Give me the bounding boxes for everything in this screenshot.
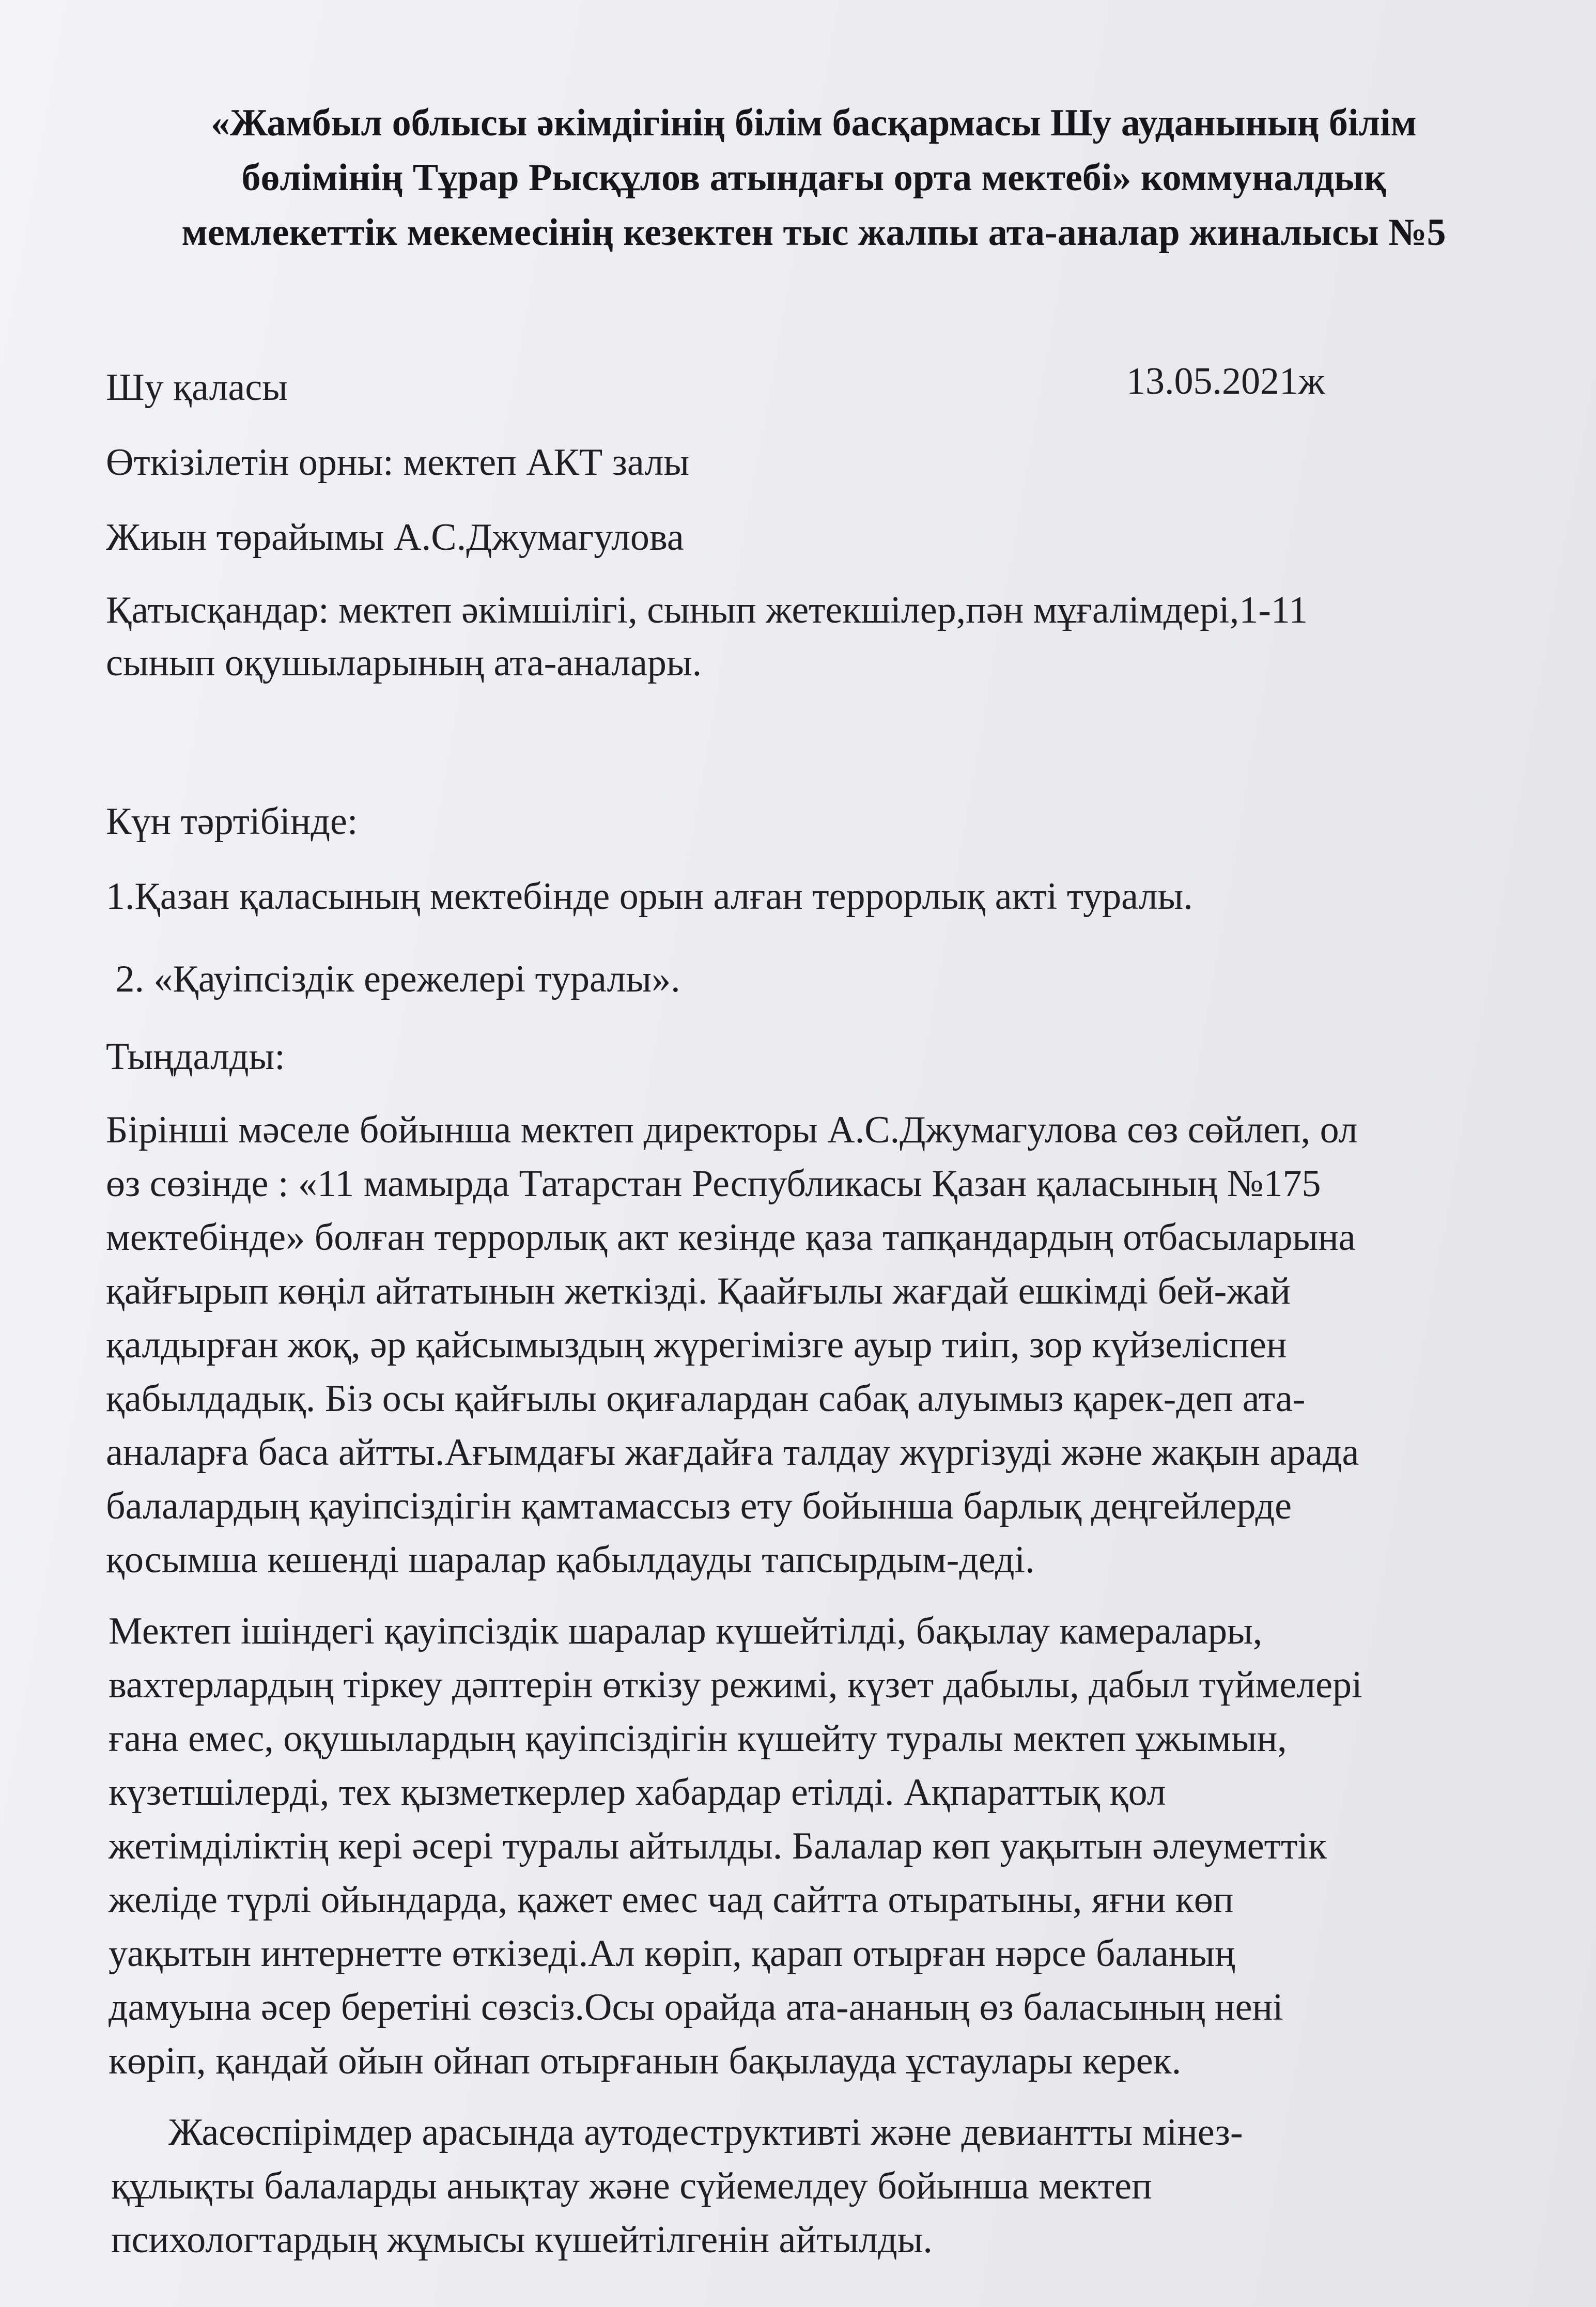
agenda-item-2: 2. «Қауіпсіздік ережелері туралы».: [106, 958, 680, 1000]
paragraph1-line: мектебінде» болған террорлық акт кезінде қаза тапқандардың отбасыларына: [106, 1216, 1356, 1259]
participants-line-2: сынып оқушыларының ата-аналары.: [106, 642, 702, 684]
paragraph1-line: аналарға баса айтты.Ағымдағы жағдайға талдау жүргізуді және жақын арада: [106, 1431, 1359, 1474]
venue-line: Өткізілетін орны: мектеп АКТ залы: [106, 441, 690, 484]
title-line-1: «Жамбыл облысы әкімдігінің білім басқармасы Шу ауданының білім: [211, 102, 1417, 144]
paragraph3-line: Жасөспірімдер арасында аутодеструктивті және девиантты мінез-: [111, 2111, 1243, 2154]
paragraph1-line: өз сөзінде : «11 мамырда Татарстан Республикасы Қазан қаласының №175: [106, 1163, 1321, 1205]
paragraph1-line: қосымша кешенді шаралар қабылдауды тапсырдым-деді.: [106, 1539, 1035, 1581]
paragraph-psychologists: [111, 2105, 1243, 2267]
paragraph2-line: Мектеп ішіндегі қауіпсіздік шаралар күшейтілді, бақылау камералары,: [109, 1610, 1263, 1652]
paragraph3-line: құлықты балаларды анықтау және сүйемелдеу бойынша мектеп: [111, 2165, 1152, 2207]
title-line-3: мемлекеттік мекемесінің кезектен тыс жалпы ата-аналар жиналысы №5: [181, 211, 1446, 254]
paragraph2-line: вахтерлардың тіркеу дәптерін өткізу режимі, күзет дабылы, дабыл түймелері: [109, 1664, 1362, 1706]
paragraph3-line: психологтардың жұмысы күшейтілгенін айтылды.: [111, 2219, 933, 2261]
agenda-heading: Күн тәртібінде:: [106, 800, 358, 843]
participants-block: [106, 584, 1308, 689]
title-line-2: бөлімінің Тұрар Рысқұлов атындағы орта мектебі» коммуналдық: [241, 157, 1386, 199]
paragraph-safety-measures: [109, 1604, 1362, 2088]
participants-line-1: Қатысқандар: мектеп әкімшілігі, сынып жетекшілер,пән мұғалімдері,1-11: [106, 589, 1308, 631]
paragraph2-line: ғана емес, оқушылардың қауіпсіздігін күшейту туралы мектеп ұжымын,: [109, 1717, 1287, 1760]
paragraph-director-speech: [106, 1103, 1359, 1587]
paragraph1-line: қайғырып көңіл айтатынын жеткізді. Қаайғылы жағдай ешкімді бей-жай: [106, 1270, 1291, 1312]
paragraph2-line: желіде түрлі ойындарда, қажет емес чад сайтта отыратыны, яғни көп: [109, 1879, 1234, 1921]
paragraph2-line: күзетшілерді, тех қызметкерлер хабардар етілді. Ақпараттық қол: [109, 1771, 1166, 1814]
paragraph1-line: балалардың қауіпсіздігін қамтамассыз ету бойынша барлық деңгейлерде: [106, 1485, 1292, 1527]
paragraph2-line: жетімділіктің кері әсері туралы айтылды. Балалар көп уақытын әлеуметтік: [109, 1825, 1327, 1867]
paragraph2-line: уақытын интернетте өткізеді.Ал көріп, қарап отырған нәрсе баланың: [109, 1932, 1235, 1975]
chair-line: Жиын төрайымы А.С.Джумагулова: [106, 516, 684, 559]
city-label: Шу қаласы: [106, 366, 288, 409]
paragraph1-line: қабылдадық. Біз осы қайғылы оқиғалардан сабақ алуымыз қарек-деп ата-: [106, 1377, 1306, 1420]
document-title: [93, 96, 1535, 260]
paragraph2-line: дамуына әсер беретіні сөзсіз.Осы орайда ата-ананың өз баласының нені: [109, 1986, 1283, 2029]
paragraph1-line: Бірінші мәселе бойынша мектеп директоры А.С.Джумагулова сөз сөйлеп, ол: [106, 1109, 1358, 1151]
paragraph1-line: қалдырған жоқ, әр қайсымыздың жүрегімізге ауыр тиіп, зор күйзеліспен: [106, 1324, 1287, 1366]
heard-heading: Тыңдалды:: [106, 1035, 285, 1078]
paragraph2-line: көріп, қандай ойын ойнап отырғанын бақылауда ұстаулары керек.: [109, 2040, 1182, 2082]
agenda-item-1: 1.Қазан қаласының мектебінде орын алған террорлық акті туралы.: [106, 875, 1193, 918]
meeting-date: 13.05.2021ж: [1126, 360, 1325, 402]
